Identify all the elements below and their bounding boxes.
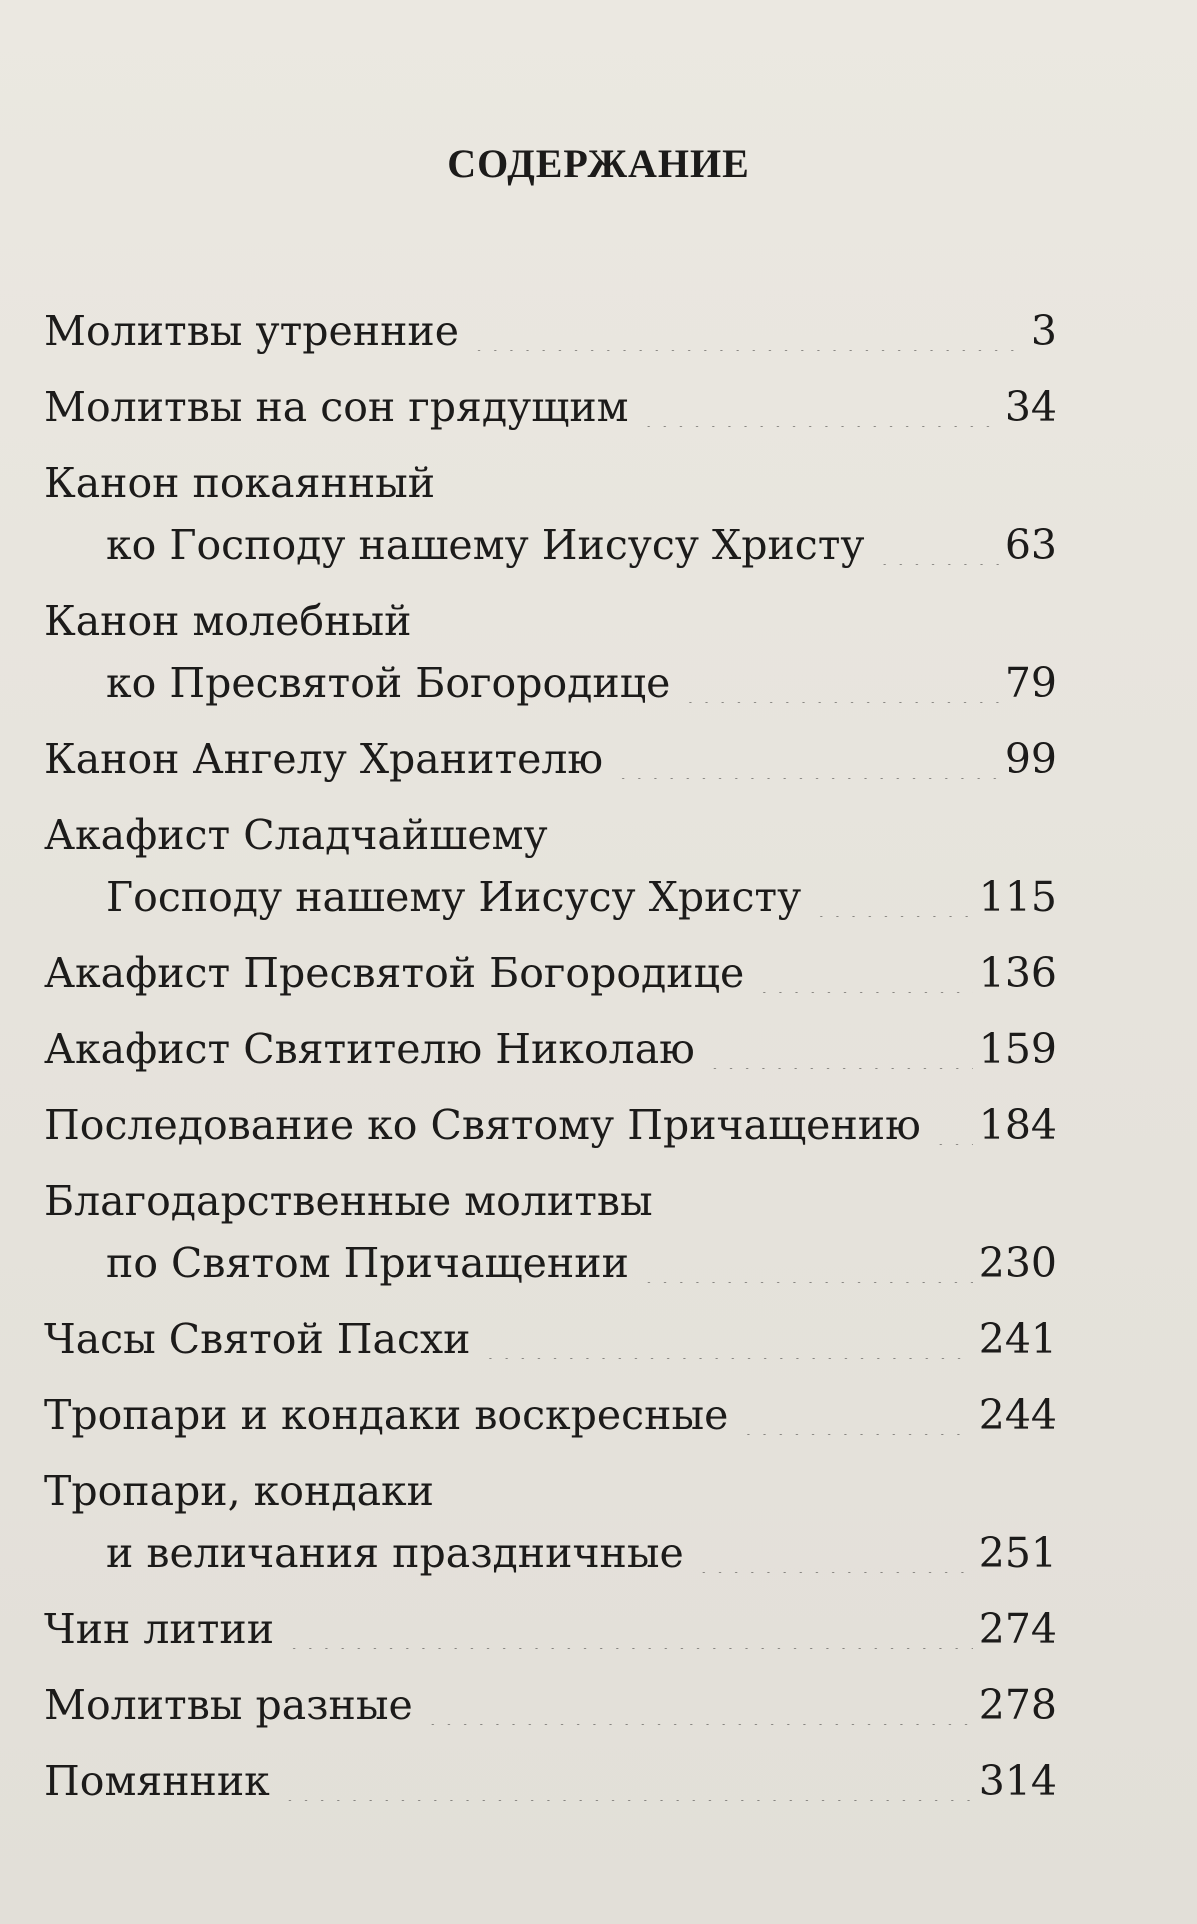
dot-leader [484, 1318, 972, 1359]
toc-entry-title: Акафист Пресвятой Богородице [44, 949, 745, 997]
toc-entry [44, 1598, 1057, 1660]
toc-entry-page: 184 [978, 1101, 1057, 1149]
toc-entry-title: Канон Ангелу Хранителю [44, 735, 604, 783]
toc-entry-title-continued: ко Господу нашему Иисусу Христу [106, 521, 865, 569]
toc-entry [44, 1384, 1057, 1446]
toc-entry-page: 241 [978, 1315, 1057, 1363]
dot-leader [742, 1394, 972, 1435]
toc-entry-title: Молитвы на сон грядущим [44, 383, 629, 431]
toc-entry-title: Тропари и кондаки воскресные [44, 1391, 729, 1439]
toc-entry-page: 115 [978, 873, 1057, 921]
toc-entry-title: Молитвы разные [44, 1681, 413, 1729]
toc-entry-title-continued: Господу нашему Иисусу Христу [106, 873, 802, 921]
toc-entry [44, 728, 1057, 790]
toc-entry [44, 452, 1057, 576]
dot-leader [643, 386, 999, 427]
toc-entry-title: Благодарственные молитвы [44, 1177, 653, 1225]
toc-entry-title: Чин литии [44, 1605, 275, 1653]
toc-entry [44, 1170, 1057, 1294]
toc-entry-page: 136 [978, 949, 1057, 997]
dot-leader [815, 876, 973, 917]
dot-leader [288, 1608, 973, 1649]
dot-leader [427, 1684, 973, 1725]
toc-entry-page: 244 [978, 1391, 1057, 1439]
toc-entry [44, 1750, 1057, 1812]
dot-leader [473, 310, 1025, 351]
toc-entry-title: Часы Святой Пасхи [44, 1315, 471, 1363]
toc-entry-page: 251 [978, 1529, 1057, 1577]
toc-entry-page: 274 [978, 1605, 1057, 1653]
toc-entry-title: Последование ко Святому Причащению [44, 1101, 921, 1149]
toc-entry-title: Акафист Святителю Николаю [44, 1025, 695, 1073]
toc-entry-title: Акафист Сладчайшему [44, 811, 548, 859]
toc-entry [44, 1308, 1057, 1370]
toc-entry-title-continued: и величания праздничные [106, 1529, 684, 1577]
dot-leader [698, 1532, 973, 1573]
dot-leader [935, 1104, 973, 1145]
dot-leader [617, 738, 999, 779]
toc-entry-page: 159 [978, 1025, 1057, 1073]
toc-entry [44, 1094, 1057, 1156]
toc-entry-page: 79 [1004, 659, 1057, 707]
toc-entry-page: 63 [1004, 521, 1057, 569]
toc-entry [44, 376, 1057, 438]
dot-leader [284, 1760, 973, 1801]
dot-leader [709, 1028, 973, 1069]
toc-entry-title: Помянник [44, 1757, 270, 1805]
toc-entry-title: Тропари, кондаки [44, 1467, 434, 1515]
toc-entry [44, 1674, 1057, 1736]
dot-leader [879, 524, 999, 565]
toc-entry [44, 300, 1057, 362]
toc-entry-page: 3 [1030, 307, 1057, 355]
table-of-contents [44, 300, 1057, 1826]
dot-leader [758, 952, 973, 993]
toc-entry [44, 590, 1057, 714]
toc-entry-page: 34 [1004, 383, 1057, 431]
toc-entry [44, 1460, 1057, 1584]
toc-entry-title-continued: по Святом Причащении [106, 1239, 629, 1287]
toc-entry-page: 230 [978, 1239, 1057, 1287]
toc-entry-page: 278 [978, 1681, 1057, 1729]
toc-entry-title: Канон молебный [44, 597, 412, 645]
toc-entry [44, 1018, 1057, 1080]
toc-entry-page: 314 [978, 1757, 1057, 1805]
toc-entry-title-continued: ко Пресвятой Богородице [106, 659, 671, 707]
toc-entry-title: Молитвы утренние [44, 307, 460, 355]
toc-entry-page: 99 [1004, 735, 1057, 783]
toc-entry [44, 804, 1057, 928]
contents-heading: СОДЕРЖАНИЕ [447, 141, 750, 186]
dot-leader [643, 1242, 973, 1283]
toc-entry-title: Канон покаянный [44, 459, 436, 507]
toc-entry [44, 942, 1057, 1004]
dot-leader [684, 662, 998, 703]
